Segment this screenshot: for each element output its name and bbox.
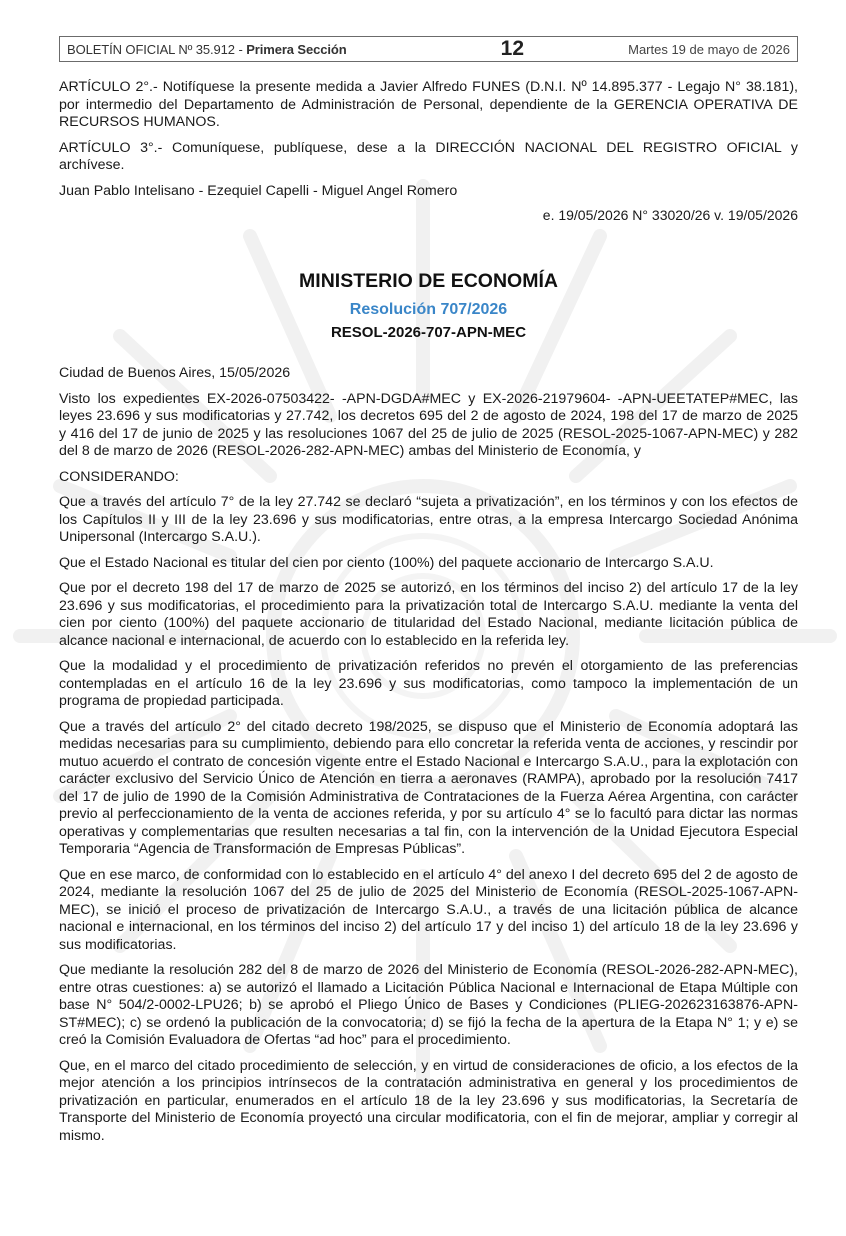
visto-paragraph: Visto los expedientes EX-2026-07503422- -APN-DGDA#MEC y EX-2026-21979604- -APN-UEETATEP#MEC, las leyes 23.696 y sus modificatorias y 27.742, los decretos 695 del 2 de agosto de 2024, 198 del 17 de marzo de 2025 y 416 del 17 de junio de 2025 y las resoluciones 1067 del 25 de julio de 2025 (RESOL-2025-1067-APN-MEC) y 282 del 8 de marzo de 2026 (RESOL-2026-282-APN-MEC) ambas del Ministerio de Economía, y [59,390,798,459]
bulletin-number: BOLETÍN OFICIAL Nº 35.912 - [67,41,243,57]
publication-note: e. 19/05/2026 N° 33020/26 v. 19/05/2026 [542,207,798,223]
page-number: 12 [500,37,525,60]
resolution-title: Resolución 707/2026 [349,301,508,318]
publication-date: Martes 19 de mayo de 2026 [628,41,790,57]
resolution-heading [59,270,798,341]
bulletin-info [67,42,347,57]
article-2: ARTÍCULO 2°.- Notifíquese la presente medida a Javier Alfredo FUNES (D.N.I. Nº 14.895.377 - Legajo N° 38.181), por intermedio del Departamento de Administración de Personal, dependiente de la GERENCIA OPERATIVA DE RECURSOS HUMANOS. [59,79,798,130]
considerando-paragraph-1: Que a través del artículo 7° de la ley 27.742 se declaró “sujeta a privatización”, en los términos y con los efectos de los Capítulos II y III de la ley 23.696 y sus modificatorias, entre otras, a la empresa Intercargo Sociedad Anónima Unipersonal (Intercargo S.A.U.). [59,494,798,545]
signatories: Juan Pablo Intelisano - Ezequiel Capelli - Miguel Angel Romero [59,182,458,199]
considerando-paragraph-4: Que la modalidad y el procedimiento de privatización referidos no prevén el otorgamiento de las preferencias contempladas en el artículo 16 de la ley 23.696 y sus modificatorias, como tampoco la implementación de un programa de propiedad participada. [59,658,798,709]
page-header [59,36,798,62]
considerando-heading: CONSIDERANDO: [59,468,179,485]
considerando-paragraph-7: Que mediante la resolución 282 del 8 de marzo de 2026 del Ministerio de Economía (RESOL-2026-282-APN-MEC), entre otras cuestiones: a) se autorizó el llamado a Licitación Pública Nacional e Internacional de Etapa Múltiple con base N° 504/2-0002-LPU26; b) se aprobó el Pliego Único de Bases y Condiciones (PLIEG-202623163876-APN-ST#MEC); c) se ordenó la publicación de la convocatoria; d) se fijó la fecha de la apertura de la Etapa N° 1; y e) se creó la Comisión Evaluadora de Ofertas “ad hoc” para el procedimiento. [59,962,798,1048]
considerando-paragraph-2: Que el Estado Nacional es titular del cien por ciento (100%) del paquete accionario de Intercargo S.A.U. [59,554,714,571]
ministry-title: MINISTERIO DE ECONOMÍA [299,270,558,292]
article-3: ARTÍCULO 3°.- Comuníquese, publíquese, dese a la DIRECCIÓN NACIONAL DEL REGISTRO OFICIAL y archívese. [59,139,798,173]
considerando-paragraph-5: Que a través del artículo 2° del citado decreto 198/2025, se dispuso que el Ministerio de Economía adoptará las medidas necesarias para su cumplimiento, debiendo para ello concretar la referida venta de acciones, y rescindir por mutuo acuerdo el contrato de concesión vigente entre el Estado Nacional e Intercargo S.A.U., para la explotación con carácter exclusivo del Servicio Único de Atención en tierra a aeronaves (RAMPA), aprobado por la resolución 7417 del 17 de julio de 1990 de la Comisión Administrativa de Contrataciones de la Fuerza Aérea Argentina, con carácter previo al perfeccionamiento de la venta de acciones referida, y por su artículo 4° se lo facultó para dictar las normas operativas y complementarias que resulten necesarias a tal fin, con la intervención de la Unidad Ejecutora Especial Temporaria “Agencia de Transformación de Empresas Públicas”. [59,718,798,857]
section-name: Primera Sección [246,41,347,57]
considerando-paragraph-6: Que en ese marco, de conformidad con lo establecido en el artículo 4° del anexo I del decreto 695 del 2 de agosto de 2024, mediante la resolución 1067 del 25 de julio de 2025 del Ministerio de Economía (RESOL-2025-1067-APN-MEC), se inició el proceso de privatización de Intercargo S.A.U., a través de una licitación pública de alcance nacional e internacional, en los términos del inciso 2) del artículo 17 y del inciso 1) del artículo 18 de la ley 23.696 y sus modificatorias. [59,866,798,953]
page [0,36,846,1145]
place-date: Ciudad de Buenos Aires, 15/05/2026 [59,365,291,381]
considerando-paragraph-8: Que, en el marco del citado procedimiento de selección, y en virtud de consideraciones de oficio, a los efectos de la mejor atención a los principios intrínsecos de la contratación administrativa en general y los procedimientos de privatización en particular, enumerados en el artículo 18 de la ley 23.696 y sus modificatorias, la Secretaría de Transporte del Ministerio de Economía proyectó una circular modificatoria, con el fin de mejorar, ampliar y corregir al mismo. [59,1057,798,1144]
considerando-paragraph-3: Que por el decreto 198 del 17 de marzo de 2025 se autorizó, en los términos del inciso 2) del artículo 17 de la ley 23.696 y sus modificatorias, el procedimiento para la privatización total de Intercargo S.A.U. mediante la venta del cien por ciento (100%) del paquete accionario de titularidad del Estado Nacional, mediante licitación pública de alcance nacional e internacional, de acuerdo con lo establecido en la referida ley. [59,580,798,649]
resolution-code: RESOL-2026-707-APN-MEC [330,324,527,341]
